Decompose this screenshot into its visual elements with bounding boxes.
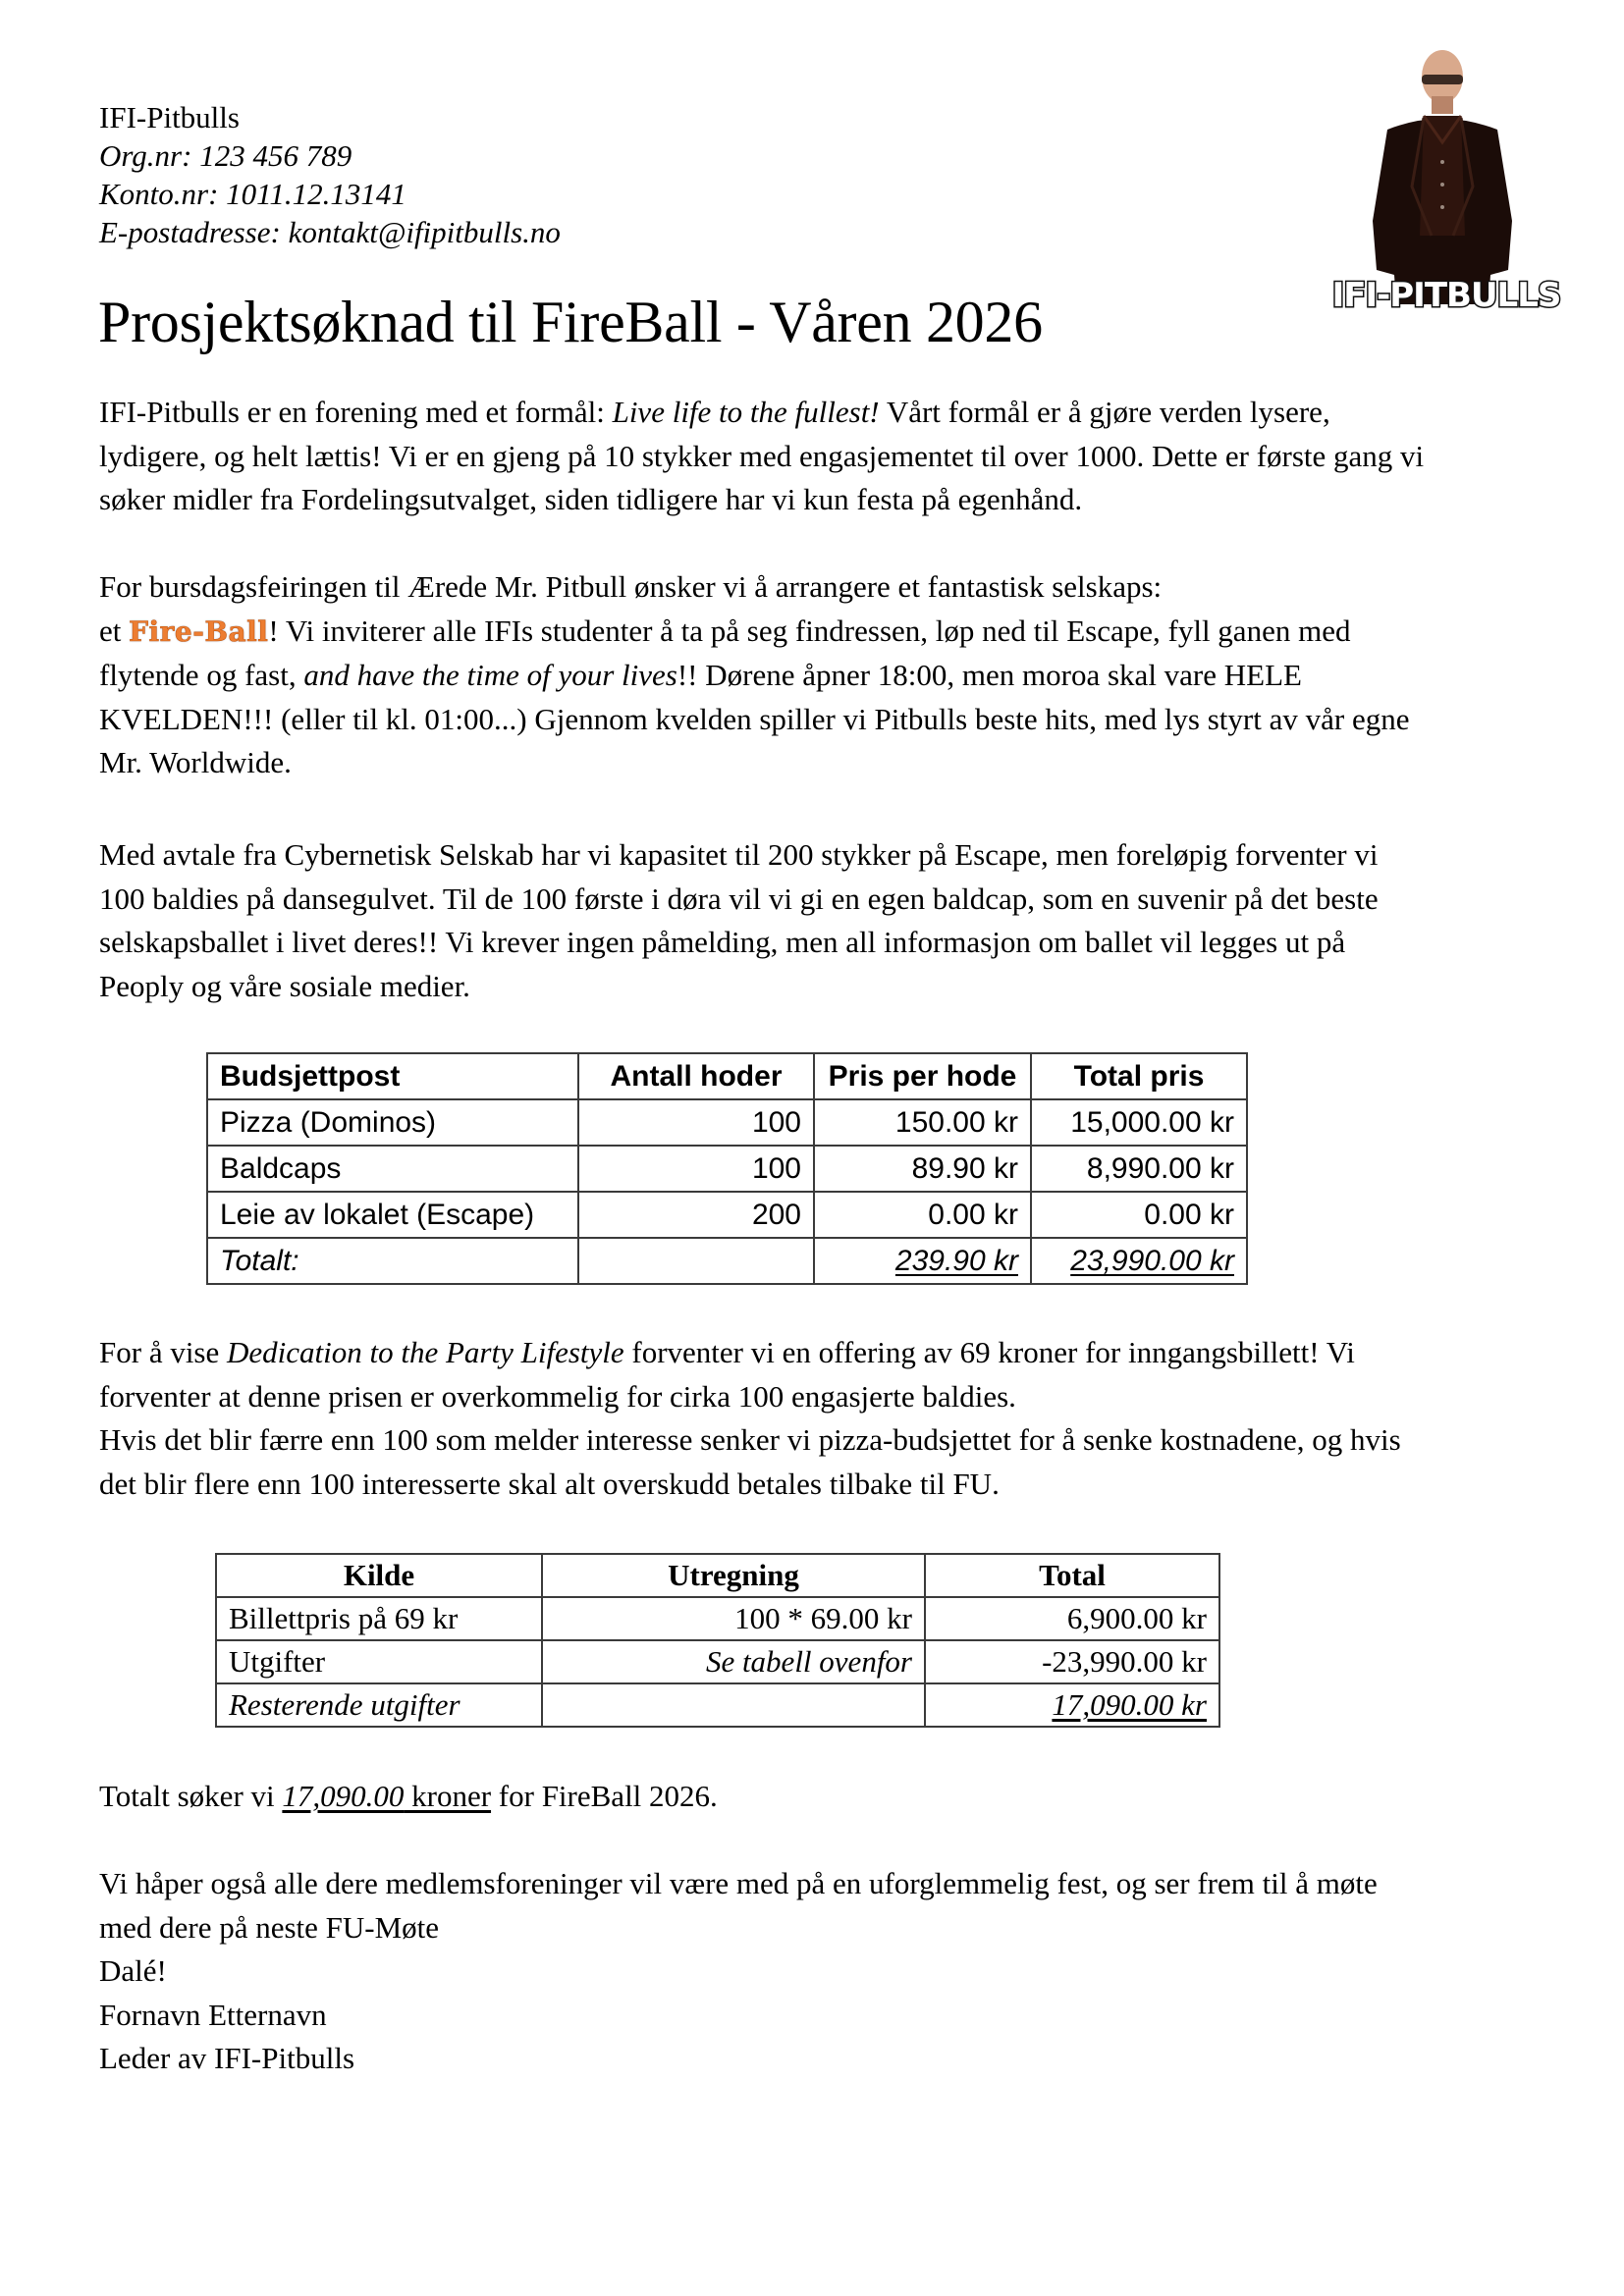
table-row	[207, 1146, 1247, 1192]
intro-text: søker midler fra Fordelingsutvalget, siden tidligere har vi kun festa på egenhånd.	[99, 482, 1083, 516]
sender-info	[99, 98, 561, 251]
requested-amount: 17,090.00	[282, 1779, 405, 1813]
event-text: ! Vi inviterer alle IFIs studenter å ta på seg findressen, løp ned til Escape, fyll ganen med	[268, 613, 1351, 648]
closing-paragraph	[99, 1862, 1552, 2081]
event-paragraph	[99, 565, 1552, 785]
intro-text: Vårt formål er å gjøre verden lysere,	[879, 395, 1330, 429]
table-cell: 100	[578, 1146, 814, 1192]
summary-text: Totalt søker vi	[99, 1779, 283, 1813]
table-cell: Leie av lokalet (Escape)	[207, 1192, 578, 1238]
account-number: Konto.nr: 1011.12.13141	[99, 177, 406, 211]
table-cell: 0.00 kr	[814, 1192, 1031, 1238]
summary-paragraph	[99, 1775, 1552, 1819]
table-cell: Billettpris på 69 kr	[216, 1597, 542, 1640]
intro-text: lydigere, og helt lættis! Vi er en gjeng på 10 stykker med engasjementet til over 1000. Dette er første gang vi	[99, 438, 1425, 473]
table-cell: 150.00 kr	[814, 1099, 1031, 1146]
greeting: Dalé!	[99, 1953, 167, 1988]
table-cell: 200	[578, 1192, 814, 1238]
table-cell: 100 * 69.00 kr	[542, 1597, 925, 1640]
capacity-paragraph	[99, 833, 1552, 1008]
summary-unit: kroner	[404, 1779, 492, 1813]
email-address: E-postadresse: kontakt@ifipitbulls.no	[99, 215, 561, 249]
total-price: 23,990.00 kr	[1070, 1244, 1234, 1277]
table-row	[207, 1099, 1247, 1146]
ticket-text: For å vise	[99, 1335, 228, 1369]
column-header: Pris per hode	[814, 1053, 1031, 1099]
column-header: Antall hoder	[578, 1053, 814, 1099]
table-cell	[578, 1238, 814, 1284]
table-row	[216, 1640, 1219, 1683]
table-cell: 15,000.00 kr	[1031, 1099, 1247, 1146]
capacity-text: selskapsballet i livet deres!! Vi krever ingen påmelding, men all informasjon om ballet vil legges ut på	[99, 925, 1346, 959]
table-row	[207, 1192, 1247, 1238]
event-text: Mr. Worldwide.	[99, 745, 292, 779]
budget-table	[206, 1052, 1248, 1285]
total-label: Totalt:	[207, 1238, 578, 1284]
signature-name: Fornavn Etternavn	[99, 1997, 327, 2032]
motto: Live life to the fullest!	[612, 395, 880, 429]
remaining-expenses: 17,090.00 kr	[1052, 1687, 1207, 1722]
capacity-text: Med avtale fra Cybernetisk Selskab har vi kapasitet til 200 stykker på Escape, men foreløpig forventer vi	[99, 837, 1379, 872]
page-title: Prosjektsøknad til FireBall - Våren 2026	[98, 290, 1043, 354]
event-emphasis: and have the time of your lives	[303, 658, 677, 692]
table-row	[216, 1597, 1219, 1640]
column-header: Kilde	[216, 1554, 542, 1597]
org-number: Org.nr: 123 456 789	[99, 138, 352, 173]
signature-title: Leder av IFI-Pitbulls	[99, 2041, 355, 2075]
intro-text: IFI-Pitbulls er en forening med et formål:	[99, 395, 613, 429]
table-cell: -23,990.00 kr	[925, 1640, 1219, 1683]
column-header: Budsjettpost	[207, 1053, 578, 1099]
intro-paragraph	[99, 391, 1552, 522]
ticket-text: det blir flere enn 100 interesserte skal alt overskudd betales tilbake til FU.	[99, 1466, 1000, 1501]
event-text: !! Dørene åpner 18:00, men moroa skal vare HELE	[677, 658, 1302, 692]
capacity-text: 100 baldies på dansegulvet. Til de 100 første i døra vil vi gi en egen baldcap, som en suvenir på det beste	[99, 881, 1379, 916]
table-header-row	[216, 1554, 1219, 1597]
event-text: KVELDEN!!! (eller til kl. 01:00...) Gjennom kvelden spiller vi Pitbulls beste hits, med lys styrt av vår egne	[99, 701, 1410, 736]
event-text: flytende og fast,	[99, 658, 304, 692]
fireball-wordart: Fire-Ball	[129, 614, 269, 648]
total-price-per-head: 239.90 kr	[894, 1244, 1018, 1277]
table-total-row	[207, 1238, 1247, 1284]
table-header-row	[207, 1053, 1247, 1099]
ticket-text: Hvis det blir færre enn 100 som melder interesse senker vi pizza-budsjettet for å senke kostnadene, og hvis	[99, 1422, 1401, 1457]
table-cell: 6,900.00 kr	[925, 1597, 1219, 1640]
column-header: Utregning	[542, 1554, 925, 1597]
event-text: For bursdagsfeiringen til Ærede Mr. Pitbull ønsker vi å arrangere et fantastisk selskaps:	[99, 569, 1163, 604]
ticket-text: forventer at denne prisen er overkommelig for cirka 100 engasjerte baldies.	[99, 1378, 1016, 1414]
column-header: Total	[925, 1554, 1219, 1597]
table-cell: Pizza (Dominos)	[207, 1099, 578, 1146]
org-name: IFI-Pitbulls	[99, 100, 240, 134]
table-cell: 8,990.00 kr	[1031, 1146, 1247, 1192]
summary-text: for FireBall 2026.	[491, 1779, 718, 1813]
capacity-text: Peoply og våre sosiale medier.	[99, 968, 470, 1003]
ticket-paragraph	[99, 1331, 1552, 1506]
table-cell: 100	[578, 1099, 814, 1146]
table-cell: Baldcaps	[207, 1146, 578, 1192]
table-total-row	[216, 1683, 1219, 1727]
logo-text: IFI-PITBULLS	[1331, 276, 1561, 315]
person-in-suit-logo-icon	[1294, 39, 1598, 334]
table-cell: 89.90 kr	[814, 1146, 1031, 1192]
closing-text: Vi håper også alle dere medlemsforeninger vil være med på en uforglemmelig fest, og ser frem til å møte	[99, 1866, 1378, 1900]
income-table	[215, 1553, 1220, 1728]
table-cell: Se tabell ovenfor	[542, 1640, 925, 1683]
column-header: Total pris	[1031, 1053, 1247, 1099]
total-label: Resterende utgifter	[216, 1683, 542, 1727]
table-cell	[542, 1683, 925, 1727]
ifi-pitbulls-logo	[1294, 39, 1598, 334]
ticket-emphasis: Dedication to the Party Lifestyle	[227, 1335, 624, 1369]
event-text: et	[99, 613, 130, 648]
table-cell: Utgifter	[216, 1640, 542, 1683]
table-cell: 0.00 kr	[1031, 1192, 1247, 1238]
closing-text: med dere på neste FU-Møte	[99, 1909, 440, 1945]
ticket-text: forventer vi en offering av 69 kroner for inngangsbillett! Vi	[623, 1335, 1355, 1369]
